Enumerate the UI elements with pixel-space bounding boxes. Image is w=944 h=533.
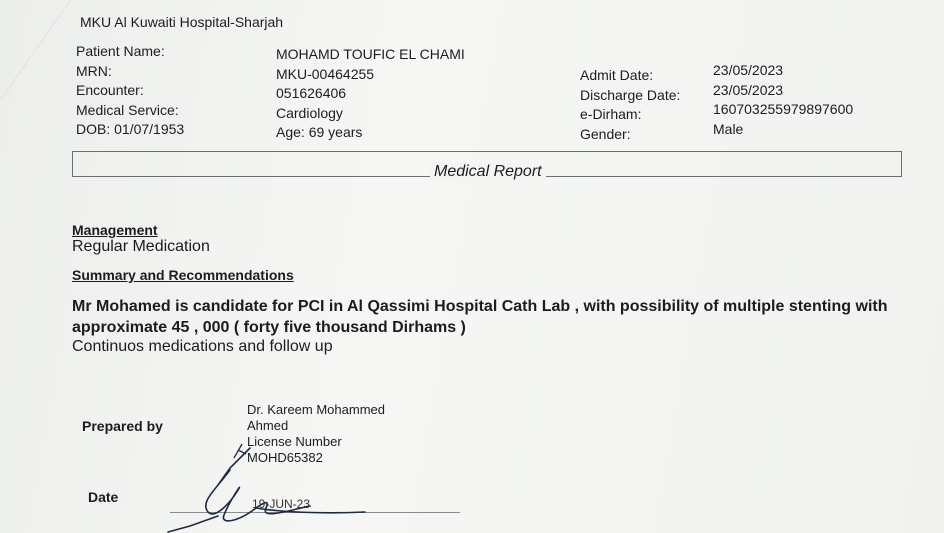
discharge-date-label: Discharge Date: <box>580 86 681 103</box>
patient-name-value: MOHAMD TOUFIC EL CHAMI <box>276 46 465 62</box>
discharge-date-value: 23/05/2023 <box>713 81 784 98</box>
doctor-name: Dr. Kareem Mohammed Ahmed <box>247 402 385 433</box>
patient-values <box>276 45 465 143</box>
patient-name-label: Patient Name: <box>76 43 165 59</box>
summary-line-3: Continuos medications and follow up <box>72 338 333 355</box>
signed-date: 19-JUN-23 <box>252 497 311 511</box>
encounter-label: Encounter: <box>76 82 144 98</box>
mrn-label: MRN: <box>76 62 112 79</box>
admin-values <box>713 61 853 139</box>
summary-line-1: Mr Mohamed is candidate for PCI in Al Qassimi Hospital Cath Lab , with possibility of multiple stenting with <box>72 298 888 315</box>
e-dirham-value: 160703255979897600 <box>713 101 854 117</box>
paper-fold <box>0 0 71 100</box>
admit-date-label: Admit Date: <box>580 67 654 83</box>
management-text: Regular Medication <box>72 238 210 255</box>
prepared-by-label: Prepared by <box>82 418 163 434</box>
e-dirham-label: e-Dirham: <box>580 106 642 122</box>
license-number: MOHD65382 <box>247 450 323 465</box>
date-label: Date <box>88 489 119 505</box>
dob-label: DOB: 01/07/1953 <box>76 121 185 137</box>
signature-scribble <box>160 440 390 533</box>
medical-service-label: Medical Service: <box>76 101 179 118</box>
age-value: Age: 69 years <box>276 124 363 140</box>
hospital-name: MKU Al Kuwaiti Hospital-Sharjah <box>80 14 284 30</box>
mrn-value: MKU-00464255 <box>276 65 375 82</box>
admit-date-value: 23/05/2023 <box>713 62 784 78</box>
patient-labels <box>76 42 184 140</box>
gender-value: Male <box>713 120 744 137</box>
management-heading: Management <box>72 222 158 238</box>
admin-labels <box>580 66 680 144</box>
license-label: License Number <box>247 434 342 449</box>
summary-line-2: approximate 45 , 000 ( forty five thousand Dirhams ) <box>72 319 466 336</box>
summary-heading: Summary and Recommendations <box>72 267 294 283</box>
report-title: Medical Report <box>430 163 546 181</box>
encounter-value: 051626406 <box>276 85 347 101</box>
medical-service-value: Cardiology <box>276 104 343 121</box>
gender-label: Gender: <box>580 125 631 142</box>
